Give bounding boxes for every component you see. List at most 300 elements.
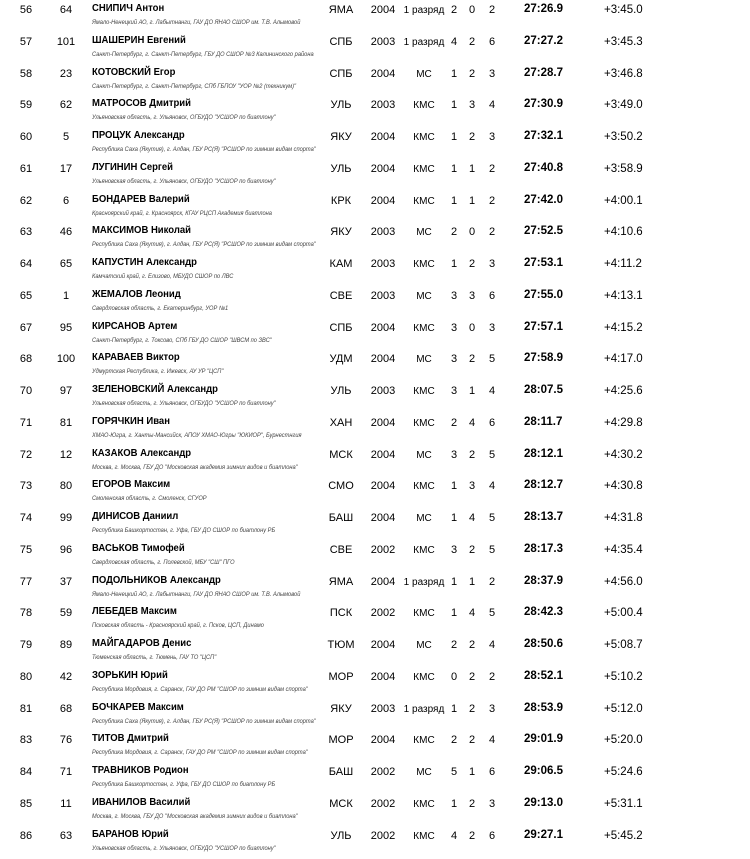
penalty-total-cell: 3: [488, 702, 496, 715]
penalty-shooting-2-cell: 1: [468, 194, 476, 207]
athlete-organization: Санкт-Петербург, г. Санкт-Петербург, СПб ГБПОУ "УОР №2 (техникум)": [92, 82, 297, 90]
result-row: [0, 159, 750, 191]
birth-year-cell: 2003: [370, 258, 396, 270]
place-cell: 61: [19, 162, 33, 175]
bib-number-cell: 80: [59, 480, 73, 493]
sport-rank-cell: КМС: [413, 100, 435, 112]
place-cell: 86: [19, 829, 33, 842]
penalty-total-cell: 3: [488, 258, 496, 270]
finish-time-cell: 28:13.7: [524, 511, 564, 523]
time-behind-cell: +3:45.0: [604, 4, 643, 16]
penalty-shooting-1-cell: 2: [450, 734, 458, 747]
athlete-name: ПРОЦУК Александр: [92, 130, 185, 141]
birth-year-cell: 2002: [370, 543, 396, 556]
birth-year-cell: 2004: [370, 4, 396, 16]
penalty-shooting-2-cell: 1: [468, 766, 476, 778]
penalty-shooting-1-cell: 1: [450, 512, 458, 524]
birth-year-cell: 2004: [370, 67, 396, 80]
time-behind-cell: +4:15.2: [604, 321, 643, 334]
bib-number-cell: 99: [59, 512, 73, 524]
penalty-total-cell: 5: [488, 353, 496, 366]
sport-rank-cell: КМС: [413, 163, 435, 175]
penalty-shooting-1-cell: 4: [450, 35, 458, 48]
penalty-shooting-1-cell: 4: [450, 829, 458, 842]
penalty-shooting-2-cell: 1: [468, 162, 476, 175]
bib-number-cell: 96: [59, 543, 73, 556]
region-code-cell: ЯМА: [328, 4, 354, 16]
time-behind-cell: +5:31.1: [604, 797, 643, 810]
penalty-shooting-2-cell: 2: [468, 797, 476, 810]
athlete-organization: Свердловская область, г. Полевской, МБУ "СШ" ПГО: [92, 558, 235, 566]
sport-rank-cell: КМС: [413, 830, 435, 842]
time-behind-cell: +4:31.8: [604, 512, 643, 524]
penalty-shooting-2-cell: 2: [468, 639, 476, 651]
bib-number-cell: 12: [59, 448, 73, 461]
athlete-name: ЖЕМАЛОВ Леонид: [92, 288, 181, 300]
sport-rank-cell: МС: [416, 767, 432, 778]
athlete-name: ШАШЕРИН Евгений: [92, 34, 186, 46]
finish-time-cell: 28:12.1: [524, 447, 564, 460]
result-row: [0, 603, 750, 635]
time-behind-cell: +4:30.2: [604, 448, 643, 461]
athlete-organization: Камчатский край, г. Елизово, МБУДО СШОР по ЛВС: [92, 273, 234, 280]
place-cell: 81: [19, 702, 33, 715]
penalty-shooting-1-cell: 2: [450, 639, 458, 651]
finish-time-cell: 28:42.3: [524, 606, 564, 619]
region-code-cell: ЯКУ: [330, 702, 352, 715]
region-code-cell: БАШ: [328, 512, 354, 524]
place-cell: 77: [19, 575, 33, 588]
bib-number-cell: 23: [59, 67, 73, 80]
penalty-shooting-1-cell: 1: [450, 162, 458, 175]
penalty-shooting-2-cell: 2: [468, 829, 476, 842]
sport-rank-cell: КМС: [413, 322, 435, 334]
bib-number-cell: 101: [56, 35, 76, 48]
birth-year-cell: 2004: [370, 734, 396, 747]
result-row: [0, 191, 750, 223]
place-cell: 74: [19, 512, 33, 524]
place-cell: 80: [19, 670, 33, 683]
athlete-organization: Санкт-Петербург, г. Токсово, СПб ГБУ ДО СШОР "ШВСМ по ЗВС": [92, 336, 272, 344]
athlete-organization: Республика Саха (Якутия), г. Алдан, ГБУ РС(Я) "РСШОР по зимним видам спорта": [92, 241, 316, 249]
region-code-cell: УДМ: [329, 353, 353, 366]
place-cell: 60: [19, 131, 33, 143]
penalty-shooting-2-cell: 3: [468, 289, 476, 302]
birth-year-cell: 2004: [370, 639, 396, 651]
bib-number-cell: 71: [59, 766, 73, 778]
penalty-shooting-1-cell: 1: [450, 702, 458, 715]
penalty-total-cell: 5: [488, 543, 496, 556]
birth-year-cell: 2002: [370, 829, 396, 842]
penalty-shooting-2-cell: 2: [468, 670, 476, 683]
penalty-shooting-1-cell: 3: [450, 448, 458, 461]
athlete-name: ЗОРЬКИН Юрий: [92, 669, 168, 681]
birth-year-cell: 2002: [370, 797, 396, 810]
time-behind-cell: +4:17.0: [604, 353, 643, 366]
penalty-shooting-1-cell: 3: [450, 385, 458, 397]
athlete-name: ТРАВНИКОВ Родион: [92, 765, 189, 776]
penalty-total-cell: 2: [488, 4, 496, 16]
time-behind-cell: +4:29.8: [604, 416, 643, 429]
penalty-shooting-1-cell: 5: [450, 766, 458, 778]
birth-year-cell: 2004: [370, 448, 396, 461]
athlete-name: ГОРЯЧКИН Иван: [92, 415, 170, 427]
region-code-cell: УЛЬ: [330, 829, 352, 842]
sport-rank-cell: КМС: [413, 259, 435, 270]
bib-number-cell: 6: [62, 194, 70, 207]
sport-rank-cell: КМС: [413, 608, 435, 620]
finish-time-cell: 28:07.5: [524, 384, 564, 396]
athlete-name: ЛЕБЕДЕВ Максим: [92, 606, 177, 618]
finish-time-cell: 27:26.9: [524, 3, 564, 15]
time-behind-cell: +5:12.0: [604, 702, 643, 715]
time-behind-cell: +4:00.1: [604, 194, 643, 207]
region-code-cell: УЛЬ: [330, 385, 352, 397]
penalty-shooting-1-cell: 2: [450, 416, 458, 429]
athlete-name: МАКСИМОВ Николай: [92, 225, 192, 237]
penalty-total-cell: 3: [488, 321, 496, 334]
result-row: [0, 730, 750, 762]
athlete-organization: Ульяновская область, г. Ульяновск, ОГБУДО "УСШОР по биатлону": [92, 177, 276, 185]
penalty-shooting-1-cell: 3: [450, 543, 458, 556]
athlete-name: ИВАНИЛОВ Василий: [92, 796, 191, 808]
place-cell: 72: [19, 448, 33, 461]
penalty-total-cell: 2: [488, 226, 496, 239]
bib-number-cell: 1: [62, 289, 70, 302]
region-code-cell: СВЕ: [329, 289, 353, 302]
athlete-organization: Ульяновская область, г. Ульяновск, ОГБУДО "УСШОР по биатлону": [92, 844, 276, 852]
finish-time-cell: 27:42.0: [524, 193, 564, 206]
sport-rank-cell: КМС: [413, 195, 435, 207]
time-behind-cell: +5:10.2: [604, 670, 643, 683]
athlete-organization: Республика Саха (Якутия), г. Алдан, ГБУ РС(Я) "РСШОР по зимним видам спорта": [92, 146, 316, 153]
finish-time-cell: 27:28.7: [524, 66, 564, 79]
time-behind-cell: +4:30.8: [604, 480, 643, 493]
athlete-organization: Москва, г. Москва, ГБУ ДО "Московская академия зимних видов и биатлона": [92, 463, 298, 471]
region-code-cell: МОР: [328, 734, 354, 747]
result-row: [0, 413, 750, 445]
penalty-shooting-1-cell: 1: [450, 99, 458, 112]
penalty-shooting-2-cell: 2: [468, 702, 476, 715]
penalty-shooting-1-cell: 1: [450, 131, 458, 143]
athlete-organization: Республика Мордовия, г. Саранск, ГАУ ДО РМ "СШОР по зимним видам спорта": [92, 685, 308, 693]
place-cell: 78: [19, 607, 33, 620]
finish-time-cell: 29:13.0: [524, 796, 564, 809]
birth-year-cell: 2003: [370, 226, 396, 239]
sport-rank-cell: МС: [416, 227, 432, 239]
birth-year-cell: 2004: [370, 416, 396, 429]
sport-rank-cell: 1 разряд: [403, 703, 445, 715]
sport-rank-cell: МС: [416, 640, 432, 651]
penalty-shooting-2-cell: 0: [468, 4, 476, 16]
place-cell: 68: [19, 353, 33, 366]
penalty-shooting-1-cell: 1: [450, 194, 458, 207]
penalty-total-cell: 2: [488, 162, 496, 175]
penalty-total-cell: 6: [488, 766, 496, 778]
penalty-shooting-2-cell: 2: [468, 734, 476, 747]
penalty-shooting-2-cell: 1: [468, 385, 476, 397]
birth-year-cell: 2003: [370, 385, 396, 397]
penalty-total-cell: 6: [488, 416, 496, 429]
athlete-name: МАЙГАДАРОВ Денис: [92, 638, 192, 649]
time-behind-cell: +4:11.2: [604, 258, 642, 270]
time-behind-cell: +5:20.0: [604, 734, 643, 747]
athlete-organization: Ульяновская область, г. Ульяновск, ОГБУДО "УСШОР по биатлону": [92, 114, 276, 122]
region-code-cell: КАМ: [329, 258, 353, 270]
result-row: [0, 699, 750, 731]
athlete-name: КАПУСТИН Александр: [92, 257, 197, 268]
penalty-shooting-2-cell: 0: [468, 321, 476, 334]
place-cell: 85: [19, 797, 33, 810]
penalty-total-cell: 4: [488, 480, 496, 493]
penalty-total-cell: 5: [488, 607, 496, 620]
bib-number-cell: 68: [59, 702, 73, 715]
penalty-total-cell: 2: [488, 575, 496, 588]
penalty-total-cell: 3: [488, 131, 496, 143]
time-behind-cell: +3:50.2: [604, 131, 643, 143]
penalty-total-cell: 2: [488, 194, 496, 207]
athlete-organization: Республика Башкортостан, г. Уфа, ГБУ ДО СШОР по биатлону РБ: [92, 527, 276, 534]
penalty-shooting-1-cell: 1: [450, 67, 458, 80]
result-row: [0, 64, 750, 96]
bib-number-cell: 65: [59, 258, 73, 270]
bib-number-cell: 5: [62, 131, 70, 143]
time-behind-cell: +5:45.2: [604, 829, 643, 842]
sport-rank-cell: МС: [416, 290, 432, 302]
time-behind-cell: +3:46.8: [604, 67, 643, 80]
finish-time-cell: 27:27.2: [524, 34, 564, 47]
penalty-shooting-1-cell: 3: [450, 289, 458, 302]
region-code-cell: ТЮМ: [327, 639, 355, 651]
finish-time-cell: 28:53.9: [524, 701, 564, 714]
penalty-total-cell: 5: [488, 512, 496, 524]
penalty-total-cell: 6: [488, 829, 496, 842]
penalty-total-cell: 4: [488, 734, 496, 747]
athlete-name: МАТРОСОВ Дмитрий: [92, 98, 191, 110]
bib-number-cell: 81: [59, 416, 73, 429]
birth-year-cell: 2004: [370, 162, 396, 175]
result-row: [0, 667, 750, 699]
athlete-name: ДИНИСОВ Даниил: [92, 511, 179, 522]
athlete-organization: Ульяновская область, г. Ульяновск, ОГБУДО "УСШОР по биатлону": [92, 400, 276, 407]
finish-time-cell: 27:58.9: [524, 352, 564, 365]
result-row: [0, 318, 750, 350]
penalty-shooting-2-cell: 2: [468, 131, 476, 143]
time-behind-cell: +3:49.0: [604, 99, 643, 112]
athlete-name: ТИТОВ Дмитрий: [92, 733, 169, 745]
finish-time-cell: 28:12.7: [524, 479, 564, 492]
penalty-shooting-2-cell: 2: [468, 258, 476, 270]
athlete-organization: Удмуртская Республика, г. Ижевск, АУ УР "ЦСП": [92, 368, 224, 376]
bib-number-cell: 89: [59, 639, 73, 651]
finish-time-cell: 28:17.3: [524, 542, 564, 555]
result-row: [0, 476, 750, 508]
birth-year-cell: 2004: [370, 131, 396, 143]
athlete-organization: Ямало-Ненецкий АО, г. Лабытнанги, ГАУ ДО ЯНАО СШОР им. Т.В. Алымовой: [92, 19, 301, 26]
bib-number-cell: 17: [59, 162, 73, 175]
birth-year-cell: 2002: [370, 766, 396, 778]
place-cell: 79: [19, 639, 33, 651]
place-cell: 58: [19, 67, 33, 80]
finish-time-cell: 27:57.1: [524, 320, 564, 333]
result-row: [0, 286, 750, 318]
place-cell: 57: [19, 35, 33, 48]
sport-rank-cell: МС: [416, 354, 432, 366]
athlete-name: КАЗАКОВ Александр: [92, 447, 192, 459]
sport-rank-cell: КМС: [413, 671, 435, 683]
region-code-cell: СПБ: [329, 67, 353, 80]
penalty-total-cell: 5: [488, 448, 496, 461]
finish-time-cell: 28:52.1: [524, 669, 564, 682]
place-cell: 70: [19, 385, 33, 397]
result-row: [0, 254, 750, 286]
birth-year-cell: 2003: [370, 289, 396, 302]
birth-year-cell: 2003: [370, 35, 396, 48]
bib-number-cell: 76: [59, 734, 73, 747]
finish-time-cell: 28:11.7: [524, 415, 563, 428]
bib-number-cell: 100: [56, 353, 76, 366]
penalty-shooting-2-cell: 2: [468, 448, 476, 461]
athlete-organization: Москва, г. Москва, ГБУ ДО "Московская академия зимних видов и биатлона": [92, 812, 298, 820]
athlete-name: ПОДОЛЬНИКОВ Александр: [92, 574, 221, 586]
bib-number-cell: 97: [59, 385, 73, 397]
result-row: [0, 540, 750, 572]
region-code-cell: СПБ: [329, 35, 353, 48]
sport-rank-cell: КМС: [413, 386, 435, 397]
athlete-name: БОНДАРЕВ Валерий: [92, 193, 190, 205]
place-cell: 65: [19, 289, 33, 302]
penalty-shooting-1-cell: 1: [450, 797, 458, 810]
penalty-shooting-2-cell: 2: [468, 543, 476, 556]
place-cell: 71: [19, 416, 33, 429]
result-row: [0, 349, 750, 381]
bib-number-cell: 62: [59, 99, 73, 112]
penalty-total-cell: 3: [488, 67, 496, 80]
finish-time-cell: 27:52.5: [524, 225, 564, 238]
athlete-name: ЗЕЛЕНОВСКИЙ Александр: [92, 384, 218, 395]
finish-time-cell: 28:37.9: [524, 574, 564, 587]
penalty-shooting-1-cell: 1: [450, 607, 458, 620]
time-behind-cell: +3:58.9: [604, 162, 643, 175]
time-behind-cell: +4:13.1: [604, 289, 643, 302]
penalty-shooting-2-cell: 2: [468, 35, 476, 48]
time-behind-cell: +3:45.3: [604, 35, 643, 48]
penalty-total-cell: 2: [488, 670, 496, 683]
penalty-shooting-2-cell: 1: [468, 575, 476, 588]
time-behind-cell: +4:56.0: [604, 575, 643, 588]
result-row: [0, 95, 750, 127]
athlete-organization: Тюменская область, г. Тюмень, ГАУ ТО "ЦСП": [92, 654, 217, 661]
region-code-cell: МСК: [329, 448, 353, 461]
finish-time-cell: 29:01.9: [524, 733, 564, 746]
region-code-cell: УЛЬ: [330, 162, 352, 175]
athlete-organization: Республика Мордовия, г. Саранск, ГАУ ДО РМ "СШОР по зимним видам спорта": [92, 749, 308, 757]
sport-rank-cell: МС: [416, 449, 432, 461]
region-code-cell: КРК: [330, 194, 352, 207]
penalty-shooting-2-cell: 4: [468, 416, 476, 429]
sport-rank-cell: КМС: [413, 735, 435, 747]
birth-year-cell: 2004: [370, 194, 396, 207]
athlete-name: КОТОВСКИЙ Егор: [92, 66, 176, 78]
region-code-cell: МСК: [329, 797, 353, 810]
place-cell: 64: [19, 258, 33, 270]
result-row: [0, 0, 750, 32]
birth-year-cell: 2002: [370, 607, 396, 620]
finish-time-cell: 27:55.0: [524, 288, 564, 301]
penalty-total-cell: 6: [488, 289, 496, 302]
sport-rank-cell: КМС: [413, 544, 435, 556]
athlete-organization: Республика Саха (Якутия), г. Алдан, ГБУ РС(Я) "РСШОР по зимним видам спорта": [92, 717, 316, 725]
bib-number-cell: 59: [59, 607, 73, 620]
sport-rank-cell: МС: [416, 68, 432, 80]
athlete-organization: Республика Башкортостан, г. Уфа, ГБУ ДО СШОР по биатлону РБ: [92, 781, 276, 788]
penalty-shooting-2-cell: 3: [468, 480, 476, 493]
result-row: [0, 794, 750, 826]
penalty-shooting-2-cell: 2: [468, 67, 476, 80]
athlete-organization: ХМАО-Югра, г. Ханты-Мансийск, АПОУ ХМАО-Югры "ЮКИОР", Бурнестнгия: [92, 431, 302, 439]
athlete-name: ЕГОРОВ Максим: [92, 479, 171, 491]
result-row: [0, 445, 750, 477]
result-row: [0, 635, 750, 667]
athlete-name: ЛУГИНИН Сергей: [92, 161, 174, 173]
penalty-shooting-1-cell: 2: [450, 226, 458, 239]
athlete-name: КАРАВАЕВ Виктор: [92, 352, 180, 364]
birth-year-cell: 2004: [370, 512, 396, 524]
region-code-cell: ЯКУ: [330, 131, 352, 143]
birth-year-cell: 2004: [370, 353, 396, 366]
penalty-total-cell: 4: [488, 385, 496, 397]
penalty-shooting-2-cell: 3: [468, 99, 476, 112]
finish-time-cell: 27:32.1: [524, 130, 564, 142]
penalty-total-cell: 6: [488, 35, 496, 48]
penalty-shooting-1-cell: 1: [450, 480, 458, 493]
penalty-shooting-1-cell: 1: [450, 258, 458, 270]
athlete-organization: Псковская область - Красноярский край, г. Псков, ЦСП, Динамо: [92, 622, 264, 630]
place-cell: 67: [19, 321, 33, 334]
region-code-cell: ЯМА: [328, 575, 354, 588]
bib-number-cell: 11: [60, 797, 72, 810]
penalty-shooting-1-cell: 0: [450, 670, 458, 683]
result-row: [0, 32, 750, 64]
athlete-organization: Смоленская область, г. Смоленск, СГУОР: [92, 495, 207, 503]
athlete-name: БОЧКАРЕВ Максим: [92, 701, 184, 713]
birth-year-cell: 2004: [370, 575, 396, 588]
finish-time-cell: 28:50.6: [524, 638, 564, 650]
finish-time-cell: 27:30.9: [524, 98, 564, 111]
athlete-organization: Красноярский край, г. Красноярск, КГАУ РЦСП Академия биатлона: [92, 209, 272, 217]
finish-time-cell: 27:53.1: [524, 257, 564, 269]
region-code-cell: ХАН: [329, 416, 353, 429]
time-behind-cell: +4:10.6: [604, 226, 643, 239]
sport-rank-cell: КМС: [413, 132, 435, 143]
region-code-cell: СМО: [328, 480, 354, 493]
sport-rank-cell: 1 разряд: [403, 36, 445, 48]
penalty-total-cell: 4: [488, 639, 496, 651]
place-cell: 83: [19, 734, 33, 747]
penalty-shooting-2-cell: 4: [468, 512, 476, 524]
athlete-name: КИРСАНОВ Артем: [92, 320, 178, 332]
region-code-cell: МОР: [328, 670, 354, 683]
athlete-name: ВАСЬКОВ Тимофей: [92, 542, 185, 554]
penalty-total-cell: 3: [488, 797, 496, 810]
place-cell: 59: [19, 99, 33, 112]
penalty-shooting-1-cell: 1: [450, 575, 458, 588]
bib-number-cell: 64: [59, 4, 73, 16]
bib-number-cell: 95: [59, 321, 73, 334]
athlete-name: СНИПИЧ Антон: [92, 3, 165, 14]
place-cell: 75: [19, 543, 33, 556]
time-behind-cell: +5:24.6: [604, 766, 643, 778]
